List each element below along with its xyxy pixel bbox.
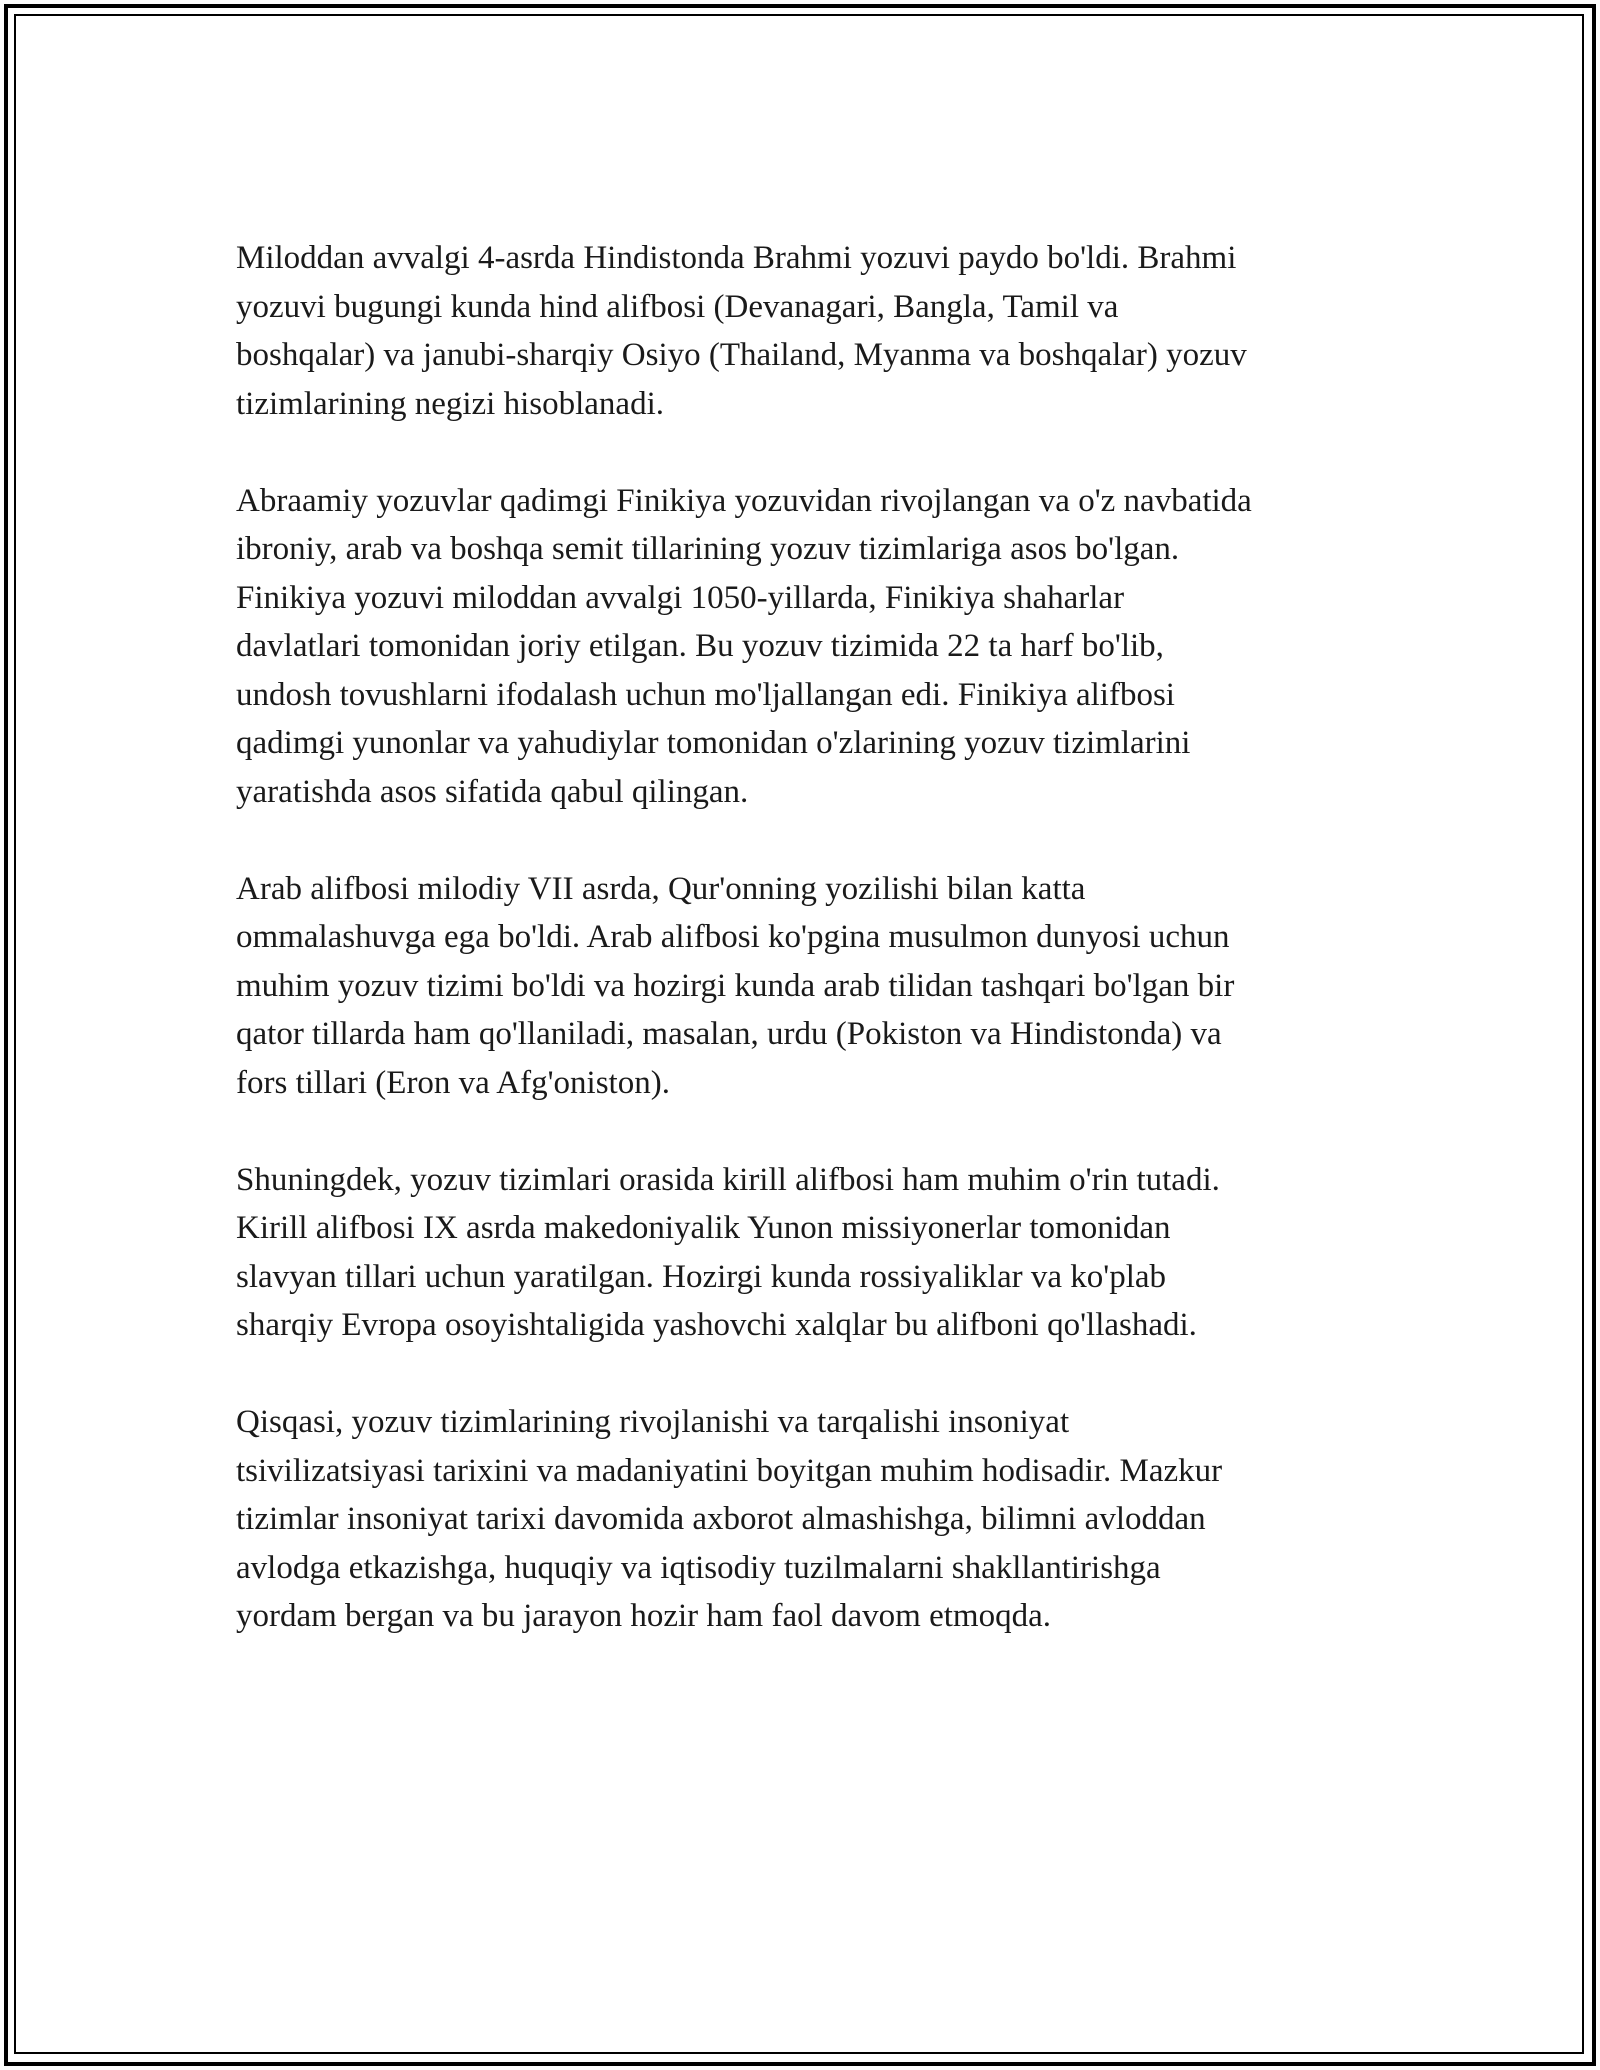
- text-line: yordam bergan va bu jarayon hozir ham faol davom etmoqda.: [236, 1598, 1051, 1634]
- text-line: tsivilizatsiyasi tarixini va madaniyatini boyitgan muhim hodisadir. Mazkur: [236, 1452, 1223, 1489]
- text-line: Arab alifbosi milodiy VII asrda, Qur'onning yozilishi bilan katta: [236, 870, 1086, 907]
- paragraph-arabic-alphabet: [236, 865, 1366, 1108]
- text-line: qator tillarda ham qo'llaniladi, masalan, urdu (Pokiston va Hindistonda) va: [236, 1016, 1222, 1052]
- text-line: avlodga etkazishga, huquqiy va iqtisodiy tuzilmalarni shakllantirishga: [236, 1549, 1161, 1586]
- text-line: muhim yozuv tizimi bo'ldi va hozirgi kunda arab tilidan tashqari bo'lgan bir: [236, 967, 1235, 1004]
- text-line: Miloddan avvalgi 4-asrda Hindistonda Brahmi yozuvi paydo bo'ldi. Brahmi: [236, 240, 1237, 276]
- paragraph-conclusion: [236, 1398, 1366, 1641]
- text-line: davlatlari tomonidan joriy etilgan. Bu yozuv tizimida 22 ta harf bo'lib,: [236, 628, 1164, 664]
- text-line: sharqiy Evropa osoyishtaligida yashovchi xalqlar bu alifboni qo'llashadi.: [236, 1307, 1197, 1343]
- text-line: Finikiya yozuvi miloddan avvalgi 1050-yillarda, Finikiya shaharlar: [236, 579, 1125, 616]
- text-line: slavyan tillari uchun yaratilgan. Hozirgi kunda rossiyaliklar va ko'plab: [236, 1258, 1167, 1295]
- text-line: undosh tovushlarni ifodalash uchun mo'ljallangan edi. Finikiya alifbosi: [236, 676, 1175, 713]
- text-line: Kirill alifbosi IX asrda makedoniyalik Yunon missiyonerlar tomonidan: [236, 1210, 1171, 1246]
- text-line: ibroniy, arab va boshqa semit tillarining yozuv tizimlariga asos bo'lgan.: [236, 531, 1180, 567]
- text-line: Shuningdek, yozuv tizimlari orasida kirill alifbosi ham muhim o'rin tutadi.: [236, 1161, 1220, 1198]
- text-line: qadimgi yunonlar va yahudiylar tomonidan o'zlarining yozuv tizimlarini: [236, 725, 1191, 761]
- text-line: fors tillari (Eron va Afg'oniston).: [236, 1064, 670, 1101]
- text-line: tizimlarining negizi hisoblanadi.: [236, 385, 664, 422]
- paragraph-cyrillic-alphabet: [236, 1156, 1366, 1350]
- paragraph-brahmi: [236, 234, 1366, 428]
- text-line: boshqalar) va janubi-sharqiy Osiyo (Thailand, Myanma va boshqalar) yozuv: [236, 337, 1247, 373]
- paragraph-abrahamic-scripts: [236, 477, 1366, 817]
- text-line: yaratishda asos sifatida qabul qilingan.: [236, 773, 749, 810]
- text-line: yozuvi bugungi kunda hind alifbosi (Devanagari, Bangla, Tamil va: [236, 288, 1119, 325]
- text-line: Qisqasi, yozuv tizimlarining rivojlanishi va tarqalishi insoniyat: [236, 1404, 1070, 1440]
- text-line: Abraamiy yozuvlar qadimgi Finikiya yozuvidan rivojlangan va o'z navbatida: [236, 482, 1252, 519]
- document-body: [236, 234, 1366, 1689]
- text-line: tizimlar insoniyat tarixi davomida axborot almashishga, bilimni avloddan: [236, 1501, 1206, 1537]
- text-line: ommalashuvga ega bo'ldi. Arab alifbosi ko'pgina musulmon dunyosi uchun: [236, 919, 1230, 955]
